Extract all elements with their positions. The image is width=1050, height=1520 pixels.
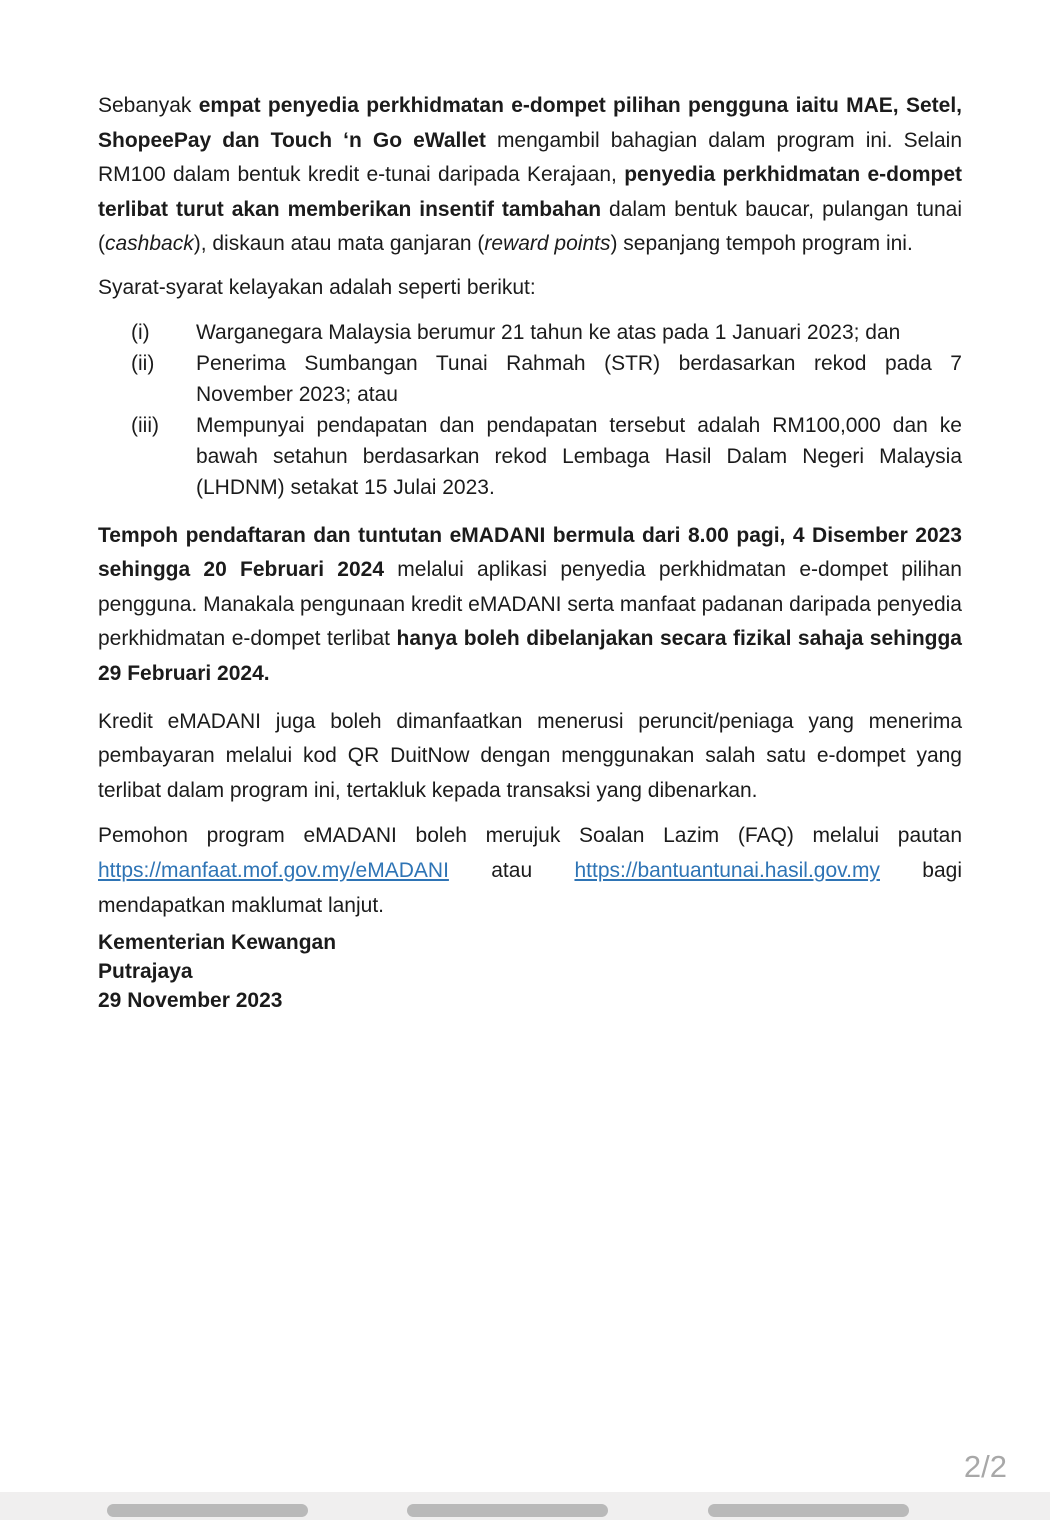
- text-run-bold: penyedia perkhidmatan e-dompet terlibat turut akan memberikan insentif tambahan: [98, 163, 963, 221]
- eligibility-item-2: [98, 348, 962, 410]
- eligibility-list: [98, 317, 962, 503]
- text-run: melalui aplikasi penyedia perkhidmatan e-dompet pilihan pengguna. Manakala pengunaan kredit eMADANI serta manfaat padanan daripada penyedia perkhidmatan e-dompet terlibat: [98, 558, 962, 651]
- page-number-indicator: 2/2: [963, 1449, 1007, 1484]
- text-run: mengambil bahagian dalam program ini. Selain RM100 dalam bentuk kredit e-tunai daripada Kerajaan,: [98, 128, 963, 187]
- page-thumbnail-placeholder[interactable]: [107, 1504, 308, 1517]
- paragraph-faq: [98, 819, 962, 923]
- paragraph-eligibility-heading: Syarat-syarat kelayakan adalah seperti berikut:: [98, 275, 536, 299]
- eligibility-item-3: [98, 410, 962, 503]
- text-run: ) sepanjang tempoh program ini.: [610, 232, 913, 256]
- signature-date: 29 November 2023: [98, 989, 283, 1013]
- list-marker: (i): [131, 320, 150, 344]
- text-run: ), diskaun atau mata ganjaran (: [193, 232, 485, 256]
- text-run-italic: reward points: [484, 232, 611, 256]
- paragraph-registration-period: [98, 519, 962, 692]
- text-run-bold: Tempoh pendaftaran dan tuntutan eMADANI bermula dari 8.00 pagi, 4 Disember 2023 sehingga 20 Februari 2024: [98, 523, 962, 582]
- text-run-bold: hanya boleh dibelanjakan secara fizikal sahaja sehingga 29 Februari 2024.: [98, 627, 962, 685]
- text-run: bagi mendapatkan maklumat lanjut.: [98, 858, 962, 917]
- page-thumbnail-placeholder[interactable]: [708, 1504, 909, 1517]
- thumbnail-strip: [0, 1492, 1050, 1520]
- list-marker: (iii): [131, 413, 159, 437]
- text-run: Pemohon program eMADANI boleh merujuk Soalan Lazim (FAQ) melalui pautan: [98, 824, 962, 848]
- eligibility-item-1: [98, 317, 962, 348]
- paragraph-duitnow: Kredit eMADANI juga boleh dimanfaatkan menerusi peruncit/peniaga yang menerima pembayaran melalui kod QR DuitNow dengan menggunakan salah satu e-dompet yang terlibat dalam program ini, tertakluk kepada transaksi yang dibenarkan.: [98, 709, 962, 802]
- text-run-bold: empat penyedia perkhidmatan e-dompet pilihan pengguna iaitu MAE, Setel, ShopeePay dan Touch ‘n Go eWallet: [98, 94, 962, 152]
- text-run-italic: cashback: [105, 232, 194, 256]
- list-item-text: Mempunyai pendapatan dan pendapatan tersebut adalah RM100,000 dan ke bawah setahun berdasarkan rekod Lembaga Hasil Dalam Negeri Malaysia (LHDNM) setakat 15 Julai 2023.: [196, 413, 962, 499]
- list-item-text: Penerima Sumbangan Tunai Rahmah (STR) berdasarkan rekod pada 7 November 2023; atau: [196, 351, 962, 406]
- signature-city: Putrajaya: [98, 960, 193, 984]
- paragraph-intro: [98, 89, 962, 262]
- page-thumbnail-placeholder[interactable]: [407, 1504, 608, 1517]
- list-item-text: Warganegara Malaysia berumur 21 tahun ke atas pada 1 Januari 2023; dan: [196, 320, 901, 344]
- link-bantuantunai-hasil[interactable]: https://bantuantunai.hasil.gov.my: [574, 858, 880, 882]
- text-run: dalam bentuk baucar, pulangan tunai (: [98, 197, 962, 256]
- text-run: atau: [448, 858, 575, 882]
- signature-block: [98, 928, 962, 1015]
- list-marker: (ii): [131, 351, 155, 375]
- text-run: Sebanyak: [98, 94, 199, 117]
- link-manfaat-mof[interactable]: https://manfaat.mof.gov.my/eMADANI: [98, 858, 449, 882]
- signature-ministry: Kementerian Kewangan: [98, 931, 337, 955]
